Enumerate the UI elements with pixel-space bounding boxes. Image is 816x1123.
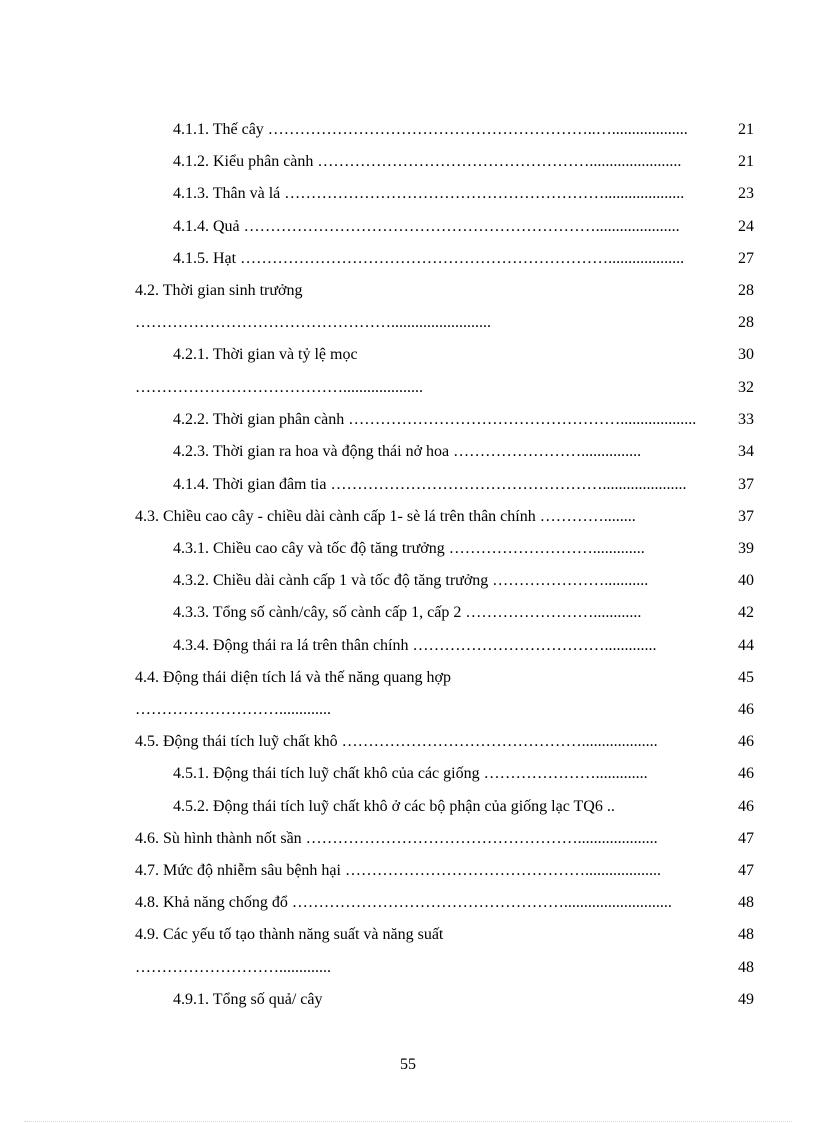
toc-page-number: 39	[738, 540, 754, 557]
toc-page-number: 28	[738, 314, 754, 331]
toc-row[interactable]	[173, 635, 754, 657]
toc-page-number: 32	[738, 379, 754, 396]
toc-row[interactable]	[135, 957, 754, 979]
toc-page-number: 47	[738, 862, 754, 879]
toc-row[interactable]	[173, 409, 754, 431]
toc-entry-text: 4.8. Khả năng chống đổ ……………………………………………...........................	[135, 894, 672, 911]
toc-page-number: 44	[738, 637, 754, 654]
toc-row[interactable]	[135, 731, 754, 753]
toc-row[interactable]	[173, 796, 754, 818]
toc-page-number: 40	[738, 572, 754, 589]
toc-page-number: 48	[738, 894, 754, 911]
toc-entry-text: 4.3.4. Động thái ra lá trên thân chính ……………………………….............	[173, 637, 657, 654]
toc-page-number: 46	[738, 701, 754, 718]
toc-page-number: 46	[738, 765, 754, 782]
toc-row[interactable]	[173, 441, 754, 463]
toc-entry-text: …………………………………....................	[135, 379, 423, 396]
toc-entry-text: 4.5.1. Động thái tích luỹ chất khô của các giống ………………….............	[173, 765, 648, 782]
toc-entry-text: 4.1.2. Kiểu phân cành …………………………………………….......................	[173, 153, 682, 170]
toc-row[interactable]	[135, 377, 754, 399]
toc-page-number: 33	[738, 411, 754, 428]
toc-page-number: 48	[738, 926, 754, 943]
toc-entry-text: ……………………….............	[135, 959, 331, 976]
toc-page-number: 21	[738, 153, 754, 170]
toc-entry-text: 4.9. Các yếu tố tạo thành năng suất và năng suất	[135, 926, 444, 943]
toc-entry-text: 4.1.4. Thời gian đâm tia …………………………………………….....................	[173, 476, 687, 493]
toc-row[interactable]	[135, 667, 754, 689]
toc-page-number: 47	[738, 830, 754, 847]
toc-entry-text: 4.5. Động thái tích luỹ chất khô ………………………………………...................	[135, 733, 658, 750]
toc-page-number: 37	[738, 508, 754, 525]
toc-page-number: 46	[738, 733, 754, 750]
toc-entry-text: 4.5.2. Động thái tích luỹ chất khô ở các bộ phận của giống lạc TQ6 ..	[173, 798, 615, 815]
toc-entry-text: 4.6. Sù hình thành nốt sần ……………………………………………....................	[135, 830, 658, 847]
toc-page-number: 42	[738, 604, 754, 621]
toc-row[interactable]	[173, 119, 754, 141]
toc-entry-text: 4.4. Động thái diện tích lá và thế năng quang hợp	[135, 669, 451, 686]
toc-row[interactable]	[173, 474, 754, 496]
toc-row[interactable]	[173, 216, 754, 238]
page-bottom-divider	[24, 1121, 792, 1122]
toc-page-number: 23	[738, 185, 754, 202]
toc-page-number: 30	[738, 346, 754, 363]
toc-entry-text: 4.3.1. Chiều cao cây và tốc độ tăng trưởng ……………………….............	[173, 540, 645, 557]
toc-entry-text: 4.7. Mức độ nhiễm sâu bệnh hại ………………………………………...................	[135, 862, 661, 879]
toc-row[interactable]	[173, 344, 754, 366]
toc-page-number: 34	[738, 443, 754, 460]
toc-entry-text: 4.1.5. Hạt ……………………………………………………………...................	[173, 250, 685, 267]
toc-page-number: 21	[738, 121, 754, 138]
page-number: 55	[400, 1056, 416, 1073]
toc-row[interactable]	[135, 924, 754, 946]
toc-row[interactable]	[135, 506, 754, 528]
toc-row[interactable]	[135, 280, 754, 302]
toc-entry-text: 4.2.3. Thời gian ra hoa và động thái nở hoa ……………………...............	[173, 443, 642, 460]
toc-row[interactable]	[173, 989, 754, 1011]
toc-row[interactable]	[173, 763, 754, 785]
toc-row[interactable]	[173, 538, 754, 560]
toc-entry-text: 4.3. Chiều cao cây - chiều dài cành cấp 1- sè lá trên thân chính …………........	[135, 508, 636, 525]
toc-row[interactable]	[173, 151, 754, 173]
toc-row[interactable]	[135, 860, 754, 882]
toc-entry-text: 4.1.3. Thân và lá ……………………………………………………....................	[173, 185, 685, 202]
toc-page-number: 49	[738, 991, 754, 1008]
toc-row[interactable]	[135, 892, 754, 914]
toc-page-number: 28	[738, 282, 754, 299]
toc-entry-text: 4.3.2. Chiều dài cành cấp 1 và tốc độ tăng trưởng …………………...........	[173, 572, 649, 589]
toc-page-number: 27	[738, 250, 754, 267]
toc-row[interactable]	[173, 602, 754, 624]
toc-entry-text: 4.2.2. Thời gian phân cành ……………………………………………...................	[173, 411, 697, 428]
toc-page-number: 46	[738, 798, 754, 815]
toc-row[interactable]	[173, 570, 754, 592]
toc-row[interactable]	[173, 248, 754, 270]
toc-page-number: 37	[738, 476, 754, 493]
toc-row[interactable]	[135, 699, 754, 721]
toc-page-number: 45	[738, 669, 754, 686]
toc-entry-text: ………………………………………….........................	[135, 314, 491, 331]
toc-row[interactable]	[135, 828, 754, 850]
toc-page-number: 48	[738, 959, 754, 976]
toc-entry-text: 4.1.4. Quả ………………………………………………………….....................	[173, 218, 680, 235]
toc-entry-text: 4.3.3. Tổng số cành/cây, số cành cấp 1, cấp 2 ……………………............	[173, 604, 642, 621]
toc-entry-text: 4.9.1. Tổng số quả/ cây	[173, 991, 323, 1008]
toc-row[interactable]	[173, 183, 754, 205]
toc-row[interactable]	[135, 312, 754, 334]
toc-entry-text: 4.2.1. Thời gian và tỷ lệ mọc	[173, 346, 358, 363]
toc-entry-text: 4.2. Thời gian sinh trưởng	[135, 282, 303, 299]
toc-entry-text: 4.1.1. Thế cây ……………………………………………………..…...................	[173, 121, 688, 138]
toc-entry-text: ……………………….............	[135, 701, 331, 718]
toc-page-number: 24	[738, 218, 754, 235]
